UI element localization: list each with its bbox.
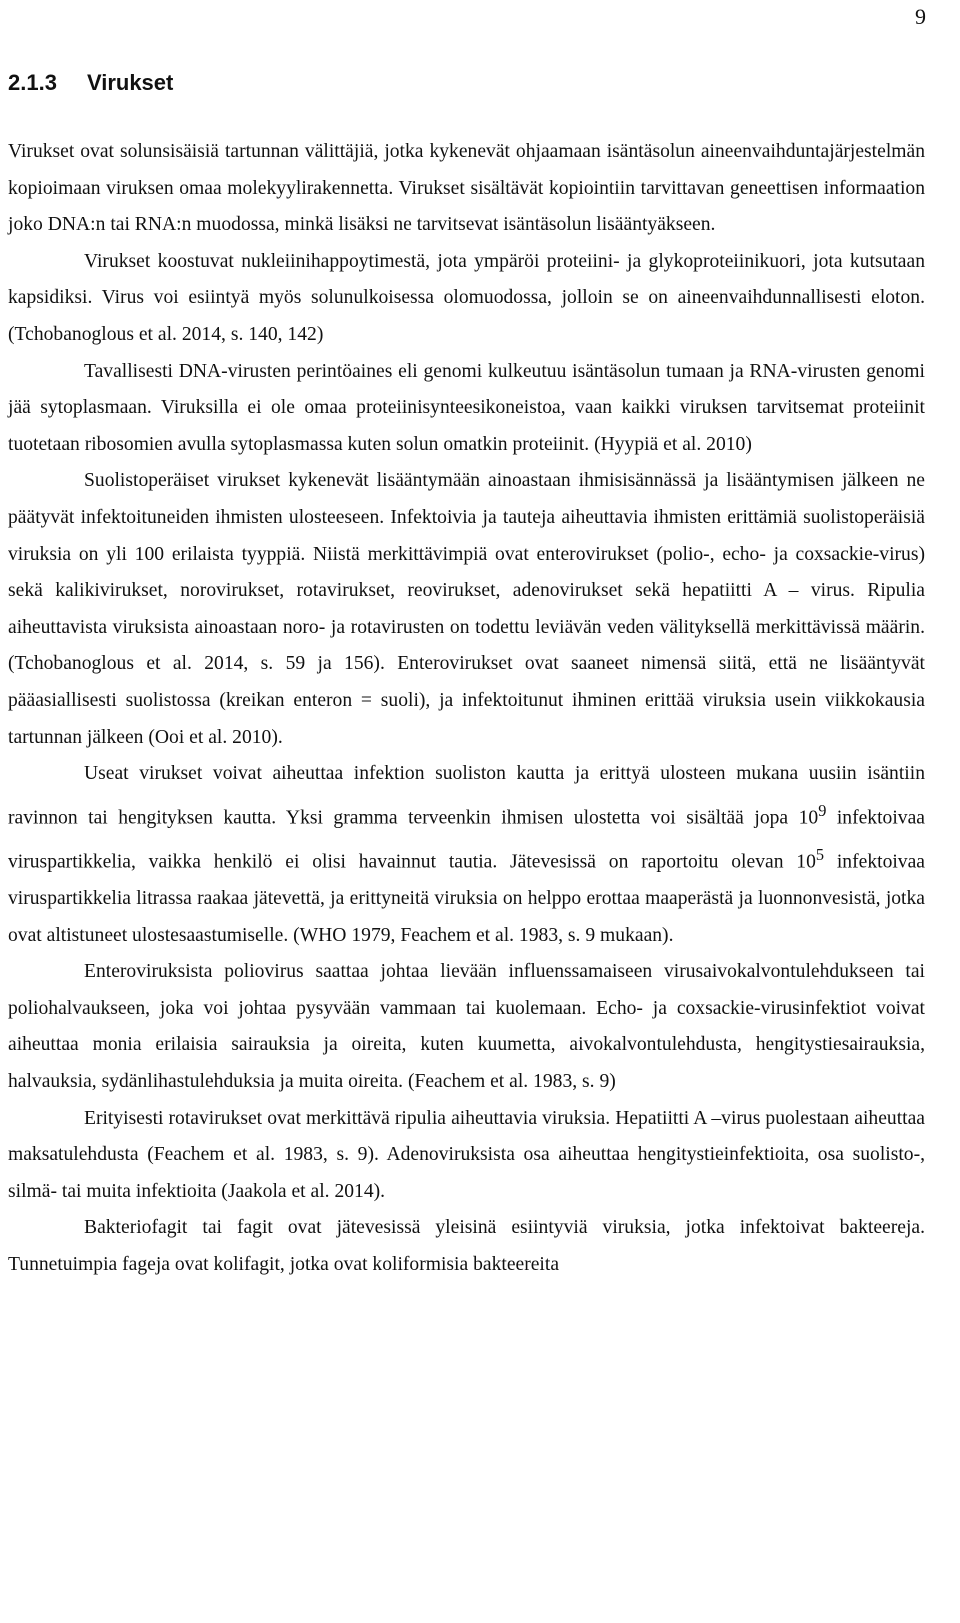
paragraph: Erityisesti rotavirukset ovat merkittävä ripulia aiheuttavia viruksia. Hepatiitti A –virus puolestaan aiheuttaa maksatulehdusta (Feachem et al. 1983, s. 9). Adenoviruksista osa aiheuttaa hengitystieinfektioita, osa suolisto-, silmä- tai muita infektioita (Jaakola et al. 2014). [8,1107,925,1202]
text-run: infektoivaa viruspartikkelia litrassa raakaa jätevettä, ja erittyneitä viruksia on helppo erottaa maaperästä ja luonnonvesistä, jotka ovat altistuneet ulostesaastumiselle. (WHO 1979, Feachem et al. 1983, s. 9 mukaan). [8,851,925,946]
paragraph: Suolistoperäiset virukset kykenevät lisääntymään ainoastaan ihmisisännässä ja lisääntymisen jälkeen ne päätyvät infektoituneiden ihmisten ulosteeseen. Infektoivia ja tauteja aiheuttavia ihmisten erittämiä suolistoperäisiä viruksia on yli 100 erilaista tyyppiä. Niistä merkittävimpiä ovat enterovirukset (polio-, echo- ja coxsackie-virus) sekä kalikivirukset, norovirukset, rotavirukset, reovirukset, adenovirukset sekä hepatiitti A – virus. Ripulia aiheuttavista viruksista ainoastaan noro- ja rotavirusten on todettu leviävän veden välityksellä merkittävissä määrin. (Tchobanoglous et al. 2014, s. 59 ja 156). Enterovirukset ovat saaneet nimensä siitä, että ne lisääntyvät pääasiallisesti suolistossa (kreikan enteron = suoli), ja infektoitunut ihminen erittää viruksia usein viikkokausia tartunnan jälkeen (Ooi et al. 2010). [8,470,925,748]
paragraph: Bakteriofagit tai fagit ovat jätevesissä yleisinä esiintyviä viruksia, jotka infektoivat bakteereja. Tunnetuimpia fageja ovat kolifagit, jotka ovat koliformisia bakteereita [8,1217,925,1275]
superscript-exponent: 9 [818,800,827,820]
superscript-exponent: 5 [815,844,825,864]
section-number: 2.1.3 [8,70,57,95]
paragraph: Enteroviruksista poliovirus saattaa johtaa lievään influenssamaiseen virusaivokalvontulehdukseen tai poliohalvaukseen, joka voi johtaa pysyvään vammaan tai kuolemaan. Echo- ja coxsackie-virusinfektiot voivat aiheuttaa monia erilaisia sairauksia ja oireita, kuten kuumetta, aivokalvontulehdusta, hengitystiesairauksia, halvauksia, sydänlihastulehduksia ja muita oireita. (Feachem et al. 1983, s. 9) [8,961,925,1092]
text-run: infektoivaa viruspartikkelia, vaikka henkilö ei olisi havainnut tautia. Jätevesissä on raportoitu olevan 10 [8,807,925,873]
page-number: 9 [915,4,926,29]
paragraph: Virukset koostuvat nukleiinihappoytimestä, jota ympäröi proteiini- ja glykoproteiinikuori, jota kutsutaan kapsidiksi. Virus voi esiintyä myös solunulkoisessa olomuodossa, jolloin se on aineenvaihdunnallisesti eloton. (Tchobanoglous et al. 2014, s. 140, 142) [8,250,925,345]
paragraph: Tavallisesti DNA-virusten perintöaines eli genomi kulkeutuu isäntäsolun tumaan ja RNA-virusten genomi jää sytoplasmaan. Viruksilla ei ole omaa proteiinisynteesikoneistoa, vaan kaikki viruksen tarvitsemat proteiinit tuotetaan ribosomien avulla sytoplasmassa kuten solun omatkin proteiinit. (Hyypiä et al. 2010) [8,360,925,455]
paragraph [8,756,925,954]
section-title: Virukset [86,70,174,95]
body-text [8,134,925,1283]
text-run: Useat virukset voivat aiheuttaa infektion suoliston kautta ja erittyä ulosteen mukana uusiin isäntiin ravinnon tai hengityksen kautta. Yksi gramma terveenkin ihmisen ulostetta voi sisältää jopa 10 [8,763,925,829]
section-heading [8,70,173,96]
paragraph: Virukset ovat solunsisäisiä tartunnan välittäjiä, jotka kykenevät ohjaamaan isäntäsolun aineenvaihduntajärjestelmän kopioimaan viruksen omaa molekyylirakennetta. Virukset sisältävät kopiointiin tarvittavan geneettisen informaation joko DNA:n tai RNA:n muodossa, minkä lisäksi ne tarvitsevat isäntäsolun lisääntyäkseen. [8,141,925,236]
